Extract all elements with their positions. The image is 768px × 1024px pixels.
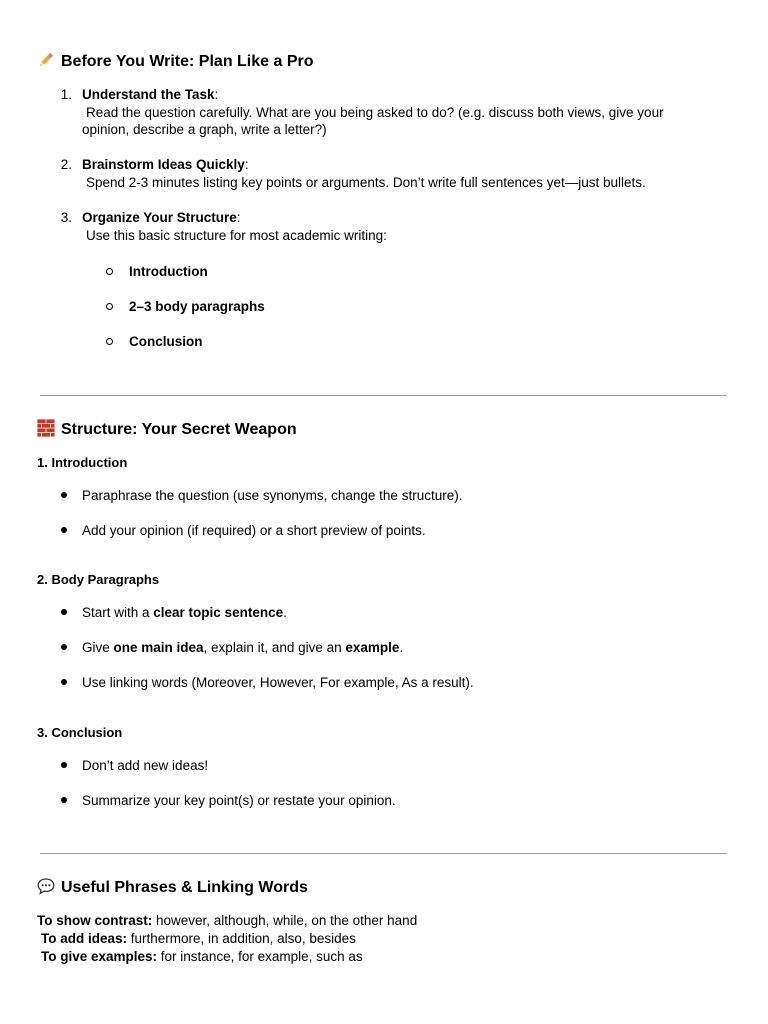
structure-title: Structure: Your Secret Weapon xyxy=(61,421,297,438)
phrase-row: To give examples: for instance, for example, such as xyxy=(41,949,363,964)
bullet-icon xyxy=(61,644,67,650)
step-number: 1. xyxy=(60,87,72,102)
speech-bubble-icon xyxy=(37,877,55,895)
bullet-icon xyxy=(61,679,67,685)
list-item: Don’t add new ideas! xyxy=(82,758,209,773)
pencil-icon xyxy=(37,51,55,69)
structure-subitem: 2–3 body paragraphs xyxy=(129,299,265,314)
circle-bullet-icon xyxy=(106,303,113,310)
bullet-icon xyxy=(61,797,67,803)
list-item: Summarize your key point(s) or restate your opinion. xyxy=(82,793,396,808)
bullet-icon xyxy=(61,527,67,533)
phrases-heading xyxy=(37,877,308,898)
structure-subitem: Introduction xyxy=(129,264,208,279)
body-paragraphs-heading: 2. Body Paragraphs xyxy=(37,572,160,587)
list-item: Give one main idea, explain it, and give an example. xyxy=(82,640,404,655)
bullet-icon xyxy=(61,492,67,498)
section-divider xyxy=(40,395,727,396)
step-title: Understand the Task: xyxy=(82,87,219,102)
list-item: Use linking words (Moreover, However, For example, As a result). xyxy=(82,675,474,690)
structure-subitem: Conclusion xyxy=(129,334,203,349)
step-number: 2. xyxy=(60,157,72,172)
plan-title: Before You Write: Plan Like a Pro xyxy=(61,53,314,70)
plan-heading xyxy=(37,51,314,72)
phrase-row: To add ideas: furthermore, in addition, also, besides xyxy=(41,931,356,946)
list-item: Start with a clear topic sentence. xyxy=(82,605,287,620)
step-body: Read the question carefully. What are you being asked to do? (e.g. discuss both views, give your opinion, describe a graph, write a letter?) xyxy=(82,105,664,137)
brick-wall-icon xyxy=(37,419,55,437)
step-number: 3. xyxy=(60,210,72,225)
bullet-icon xyxy=(61,762,67,768)
introduction-heading: 1. Introduction xyxy=(37,455,128,470)
bullet-icon xyxy=(61,609,67,615)
conclusion-heading: 3. Conclusion xyxy=(37,725,123,740)
list-item: Add your opinion (if required) or a short preview of points. xyxy=(82,523,426,538)
step-body: Spend 2-3 minutes listing key points or arguments. Don’t write full sentences yet—just bullets. xyxy=(86,175,646,190)
step-title: Organize Your Structure: xyxy=(82,210,241,225)
list-item: Paraphrase the question (use synonyms, change the structure). xyxy=(82,488,463,503)
step-title: Brainstorm Ideas Quickly: xyxy=(82,157,249,172)
section-divider xyxy=(40,853,727,854)
circle-bullet-icon xyxy=(106,268,113,275)
phrases-title: Useful Phrases & Linking Words xyxy=(61,879,308,896)
circle-bullet-icon xyxy=(106,338,113,345)
structure-heading xyxy=(37,419,297,440)
step-body: Use this basic structure for most academic writing: xyxy=(86,228,387,243)
phrase-row: To show contrast: however, although, while, on the other hand xyxy=(37,913,418,928)
